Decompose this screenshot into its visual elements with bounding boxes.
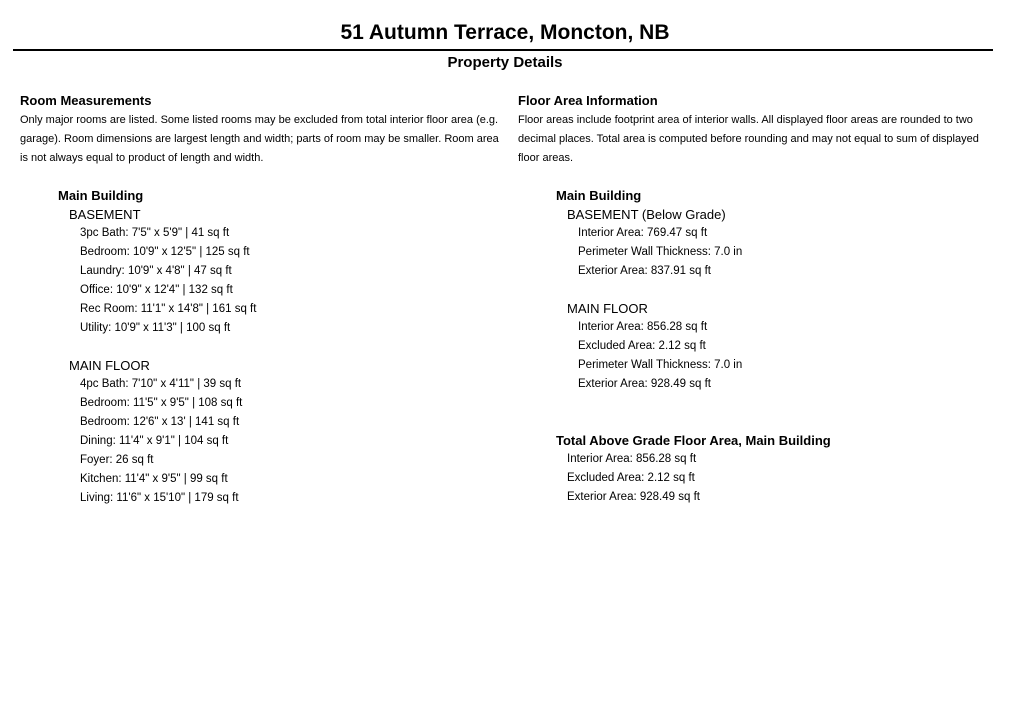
floor-area-section — [518, 92, 1000, 507]
total-area-item: Exterior Area: 928.49 sq ft — [567, 491, 700, 503]
area-item: Exterior Area: 928.49 sq ft — [578, 378, 711, 390]
room-measurements-description: Only major rooms are listed. Some listed rooms may be excluded from total interior floor area (e.g. garage). Room dimensions are largest length and width; parts of room may be smaller. Room area is not always equal to product of length and width. — [20, 114, 499, 164]
total-floor-area-title: Total Above Grade Floor Area, Main Building — [556, 433, 831, 448]
total-floor-area-items — [556, 450, 1000, 507]
room-measurements-building — [20, 186, 500, 508]
section-spacer — [556, 394, 1000, 431]
total-area-item: Excluded Area: 2.12 sq ft — [567, 472, 695, 484]
page-subtitle: Property Details — [447, 54, 563, 71]
room-item: 3pc Bath: 7'5" x 5'9" | 41 sq ft — [80, 227, 230, 239]
room-item: Laundry: 10'9" x 4'8" | 47 sq ft — [80, 265, 232, 277]
floor-title: BASEMENT (Below Grade) — [567, 207, 726, 222]
room-item: Kitchen: 11'4" x 9'5" | 99 sq ft — [80, 473, 228, 485]
room-item: Rec Room: 11'1" x 14'8" | 161 sq ft — [80, 303, 257, 315]
area-item: Perimeter Wall Thickness: 7.0 in — [578, 359, 743, 371]
room-item: 4pc Bath: 7'10" x 4'11" | 39 sq ft — [80, 378, 242, 390]
room-item: Bedroom: 12'6" x 13' | 141 sq ft — [80, 416, 240, 428]
room-item: Office: 10'9" x 12'4" | 132 sq ft — [80, 284, 233, 296]
floor-area-building — [518, 186, 1000, 507]
area-item: Perimeter Wall Thickness: 7.0 in — [578, 246, 743, 258]
room-item: Bedroom: 10'9" x 12'5" | 125 sq ft — [80, 246, 250, 258]
area-item: Exterior Area: 837.91 sq ft — [578, 265, 711, 277]
area-item: Excluded Area: 2.12 sq ft — [578, 340, 706, 352]
room-measurements-heading: Room Measurements — [20, 93, 152, 108]
floor-title: MAIN FLOOR — [567, 301, 648, 316]
floor-area-heading: Floor Area Information — [518, 93, 658, 108]
title-divider — [13, 49, 993, 51]
floor-main — [58, 356, 500, 508]
room-item: Dining: 11'4" x 9'1" | 104 sq ft — [80, 435, 229, 447]
floor-basement — [58, 205, 500, 338]
room-item: Living: 11'6" x 15'10" | 179 sq ft — [80, 492, 239, 504]
area-item: Interior Area: 769.47 sq ft — [578, 227, 708, 239]
total-floor-area — [556, 431, 1000, 507]
total-area-item: Interior Area: 856.28 sq ft — [567, 453, 697, 465]
building-title: Main Building — [556, 188, 642, 203]
room-item: Foyer: 26 sq ft — [80, 454, 154, 466]
floor-area-description: Floor areas include footprint area of interior walls. All displayed floor areas are rounded to two decimal places. Total area is computed before rounding and may not equal to sum of displayed floor areas. — [518, 114, 979, 164]
area-floor-main — [556, 299, 1000, 394]
area-floor-basement — [556, 205, 1000, 281]
room-measurements-section — [20, 92, 500, 508]
room-item: Bedroom: 11'5" x 9'5" | 108 sq ft — [80, 397, 243, 409]
area-item: Interior Area: 856.28 sq ft — [578, 321, 708, 333]
page-title: 51 Autumn Terrace, Moncton, NB — [340, 21, 670, 44]
floor-title: BASEMENT — [69, 207, 141, 222]
floor-title: MAIN FLOOR — [69, 358, 150, 373]
building-title: Main Building — [58, 188, 144, 203]
room-item: Utility: 10'9" x 11'3" | 100 sq ft — [80, 322, 231, 334]
